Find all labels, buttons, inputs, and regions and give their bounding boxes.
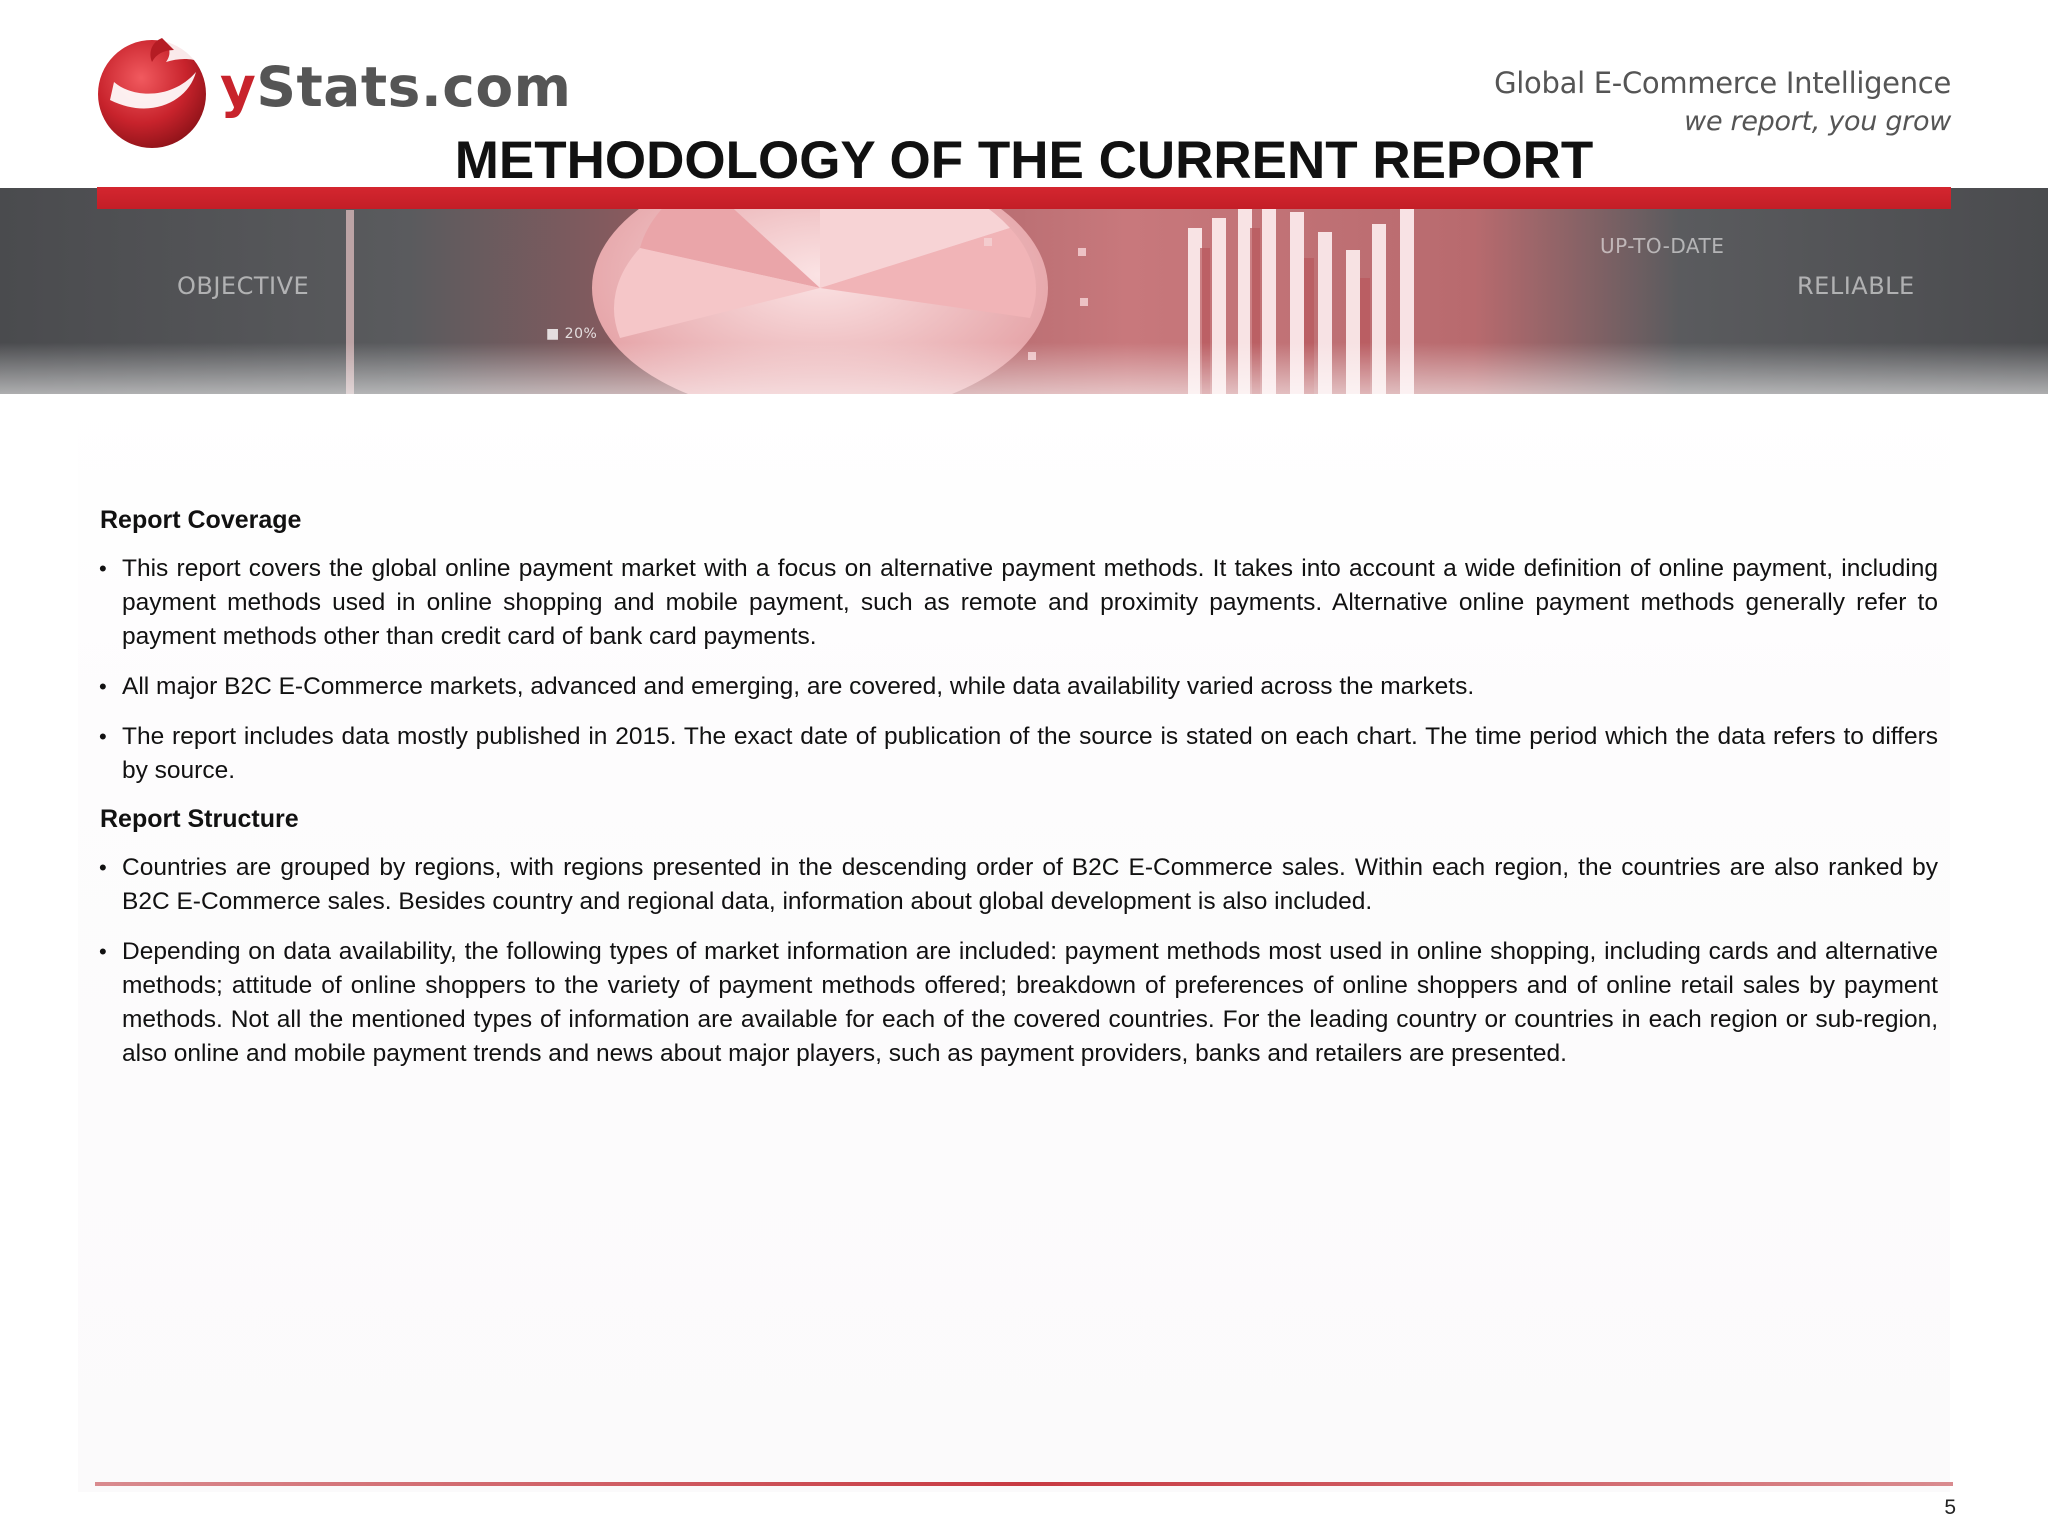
list-item: • This report covers the global online payment market with a focus on alternative payment methods. It takes into account a wide definition of online payment, including payment methods used in online shopping and mobile payment, such as remote and proximity payments. Alternative online payment methods generally refer to payment methods other than credit card of bank card payments. [100,552,1938,654]
ystats-wordmark [220,55,572,119]
list-item: • Countries are grouped by regions, with regions presented in the descending order of B2C E-Commerce sales. Within each region, the countries are also ranked by B2C E-Commerce sales. Besides country and regional data, information about global development is also included. [100,851,1938,919]
list-item: • Depending on data availability, the following types of market information are included: payment methods most used in online shopping, including cards and alternative methods; attitude of online shoppers to the variety of payment methods offered; breakdown of preferences of online shoppers and of online retail sales by payment methods. Not all the mentioned types of information are available for each of the covered countries. For the leading country or countries in each region or sub-region, also online and mobile payment trends and news about major players, such as payment providers, banks and retailers are presented. [100,935,1938,1071]
report-content [100,503,1938,1071]
section-heading-coverage: Report Coverage [100,506,302,534]
page-title: METHODOLOGY OF THE CURRENT REPORT [454,131,1594,190]
tagline-main: Global E-Commerce Intelligence [1494,66,1951,100]
header-banner [0,188,2048,394]
banner-label-uptodate: UP-TO-DATE [1600,234,1725,258]
tagline [1494,66,1951,137]
footer-rule [95,1482,1953,1486]
list-item: • The report includes data mostly published in 2015. The exact date of publication of the source is stated on each chart. The time period which the data refers to differs by source. [100,720,1938,788]
wordmark-rest: Stats.com [256,55,572,119]
coverage-bullet-list [100,552,1938,788]
section-heading-structure: Report Structure [100,805,299,833]
wordmark-y: y [220,55,257,119]
list-item: • All major B2C E-Commerce markets, advanced and emerging, are covered, while data availability varied across the markets. [100,670,1938,704]
banner-label-reliable: RELIABLE [1797,272,1915,300]
tagline-sub: we report, you grow [1684,106,1951,137]
banner-label-objective: OBJECTIVE [177,272,310,300]
structure-bullet-list [100,851,1938,1071]
banner-label-pct: ■ 20% [546,326,598,342]
page-number: 5 [1944,1496,1956,1519]
